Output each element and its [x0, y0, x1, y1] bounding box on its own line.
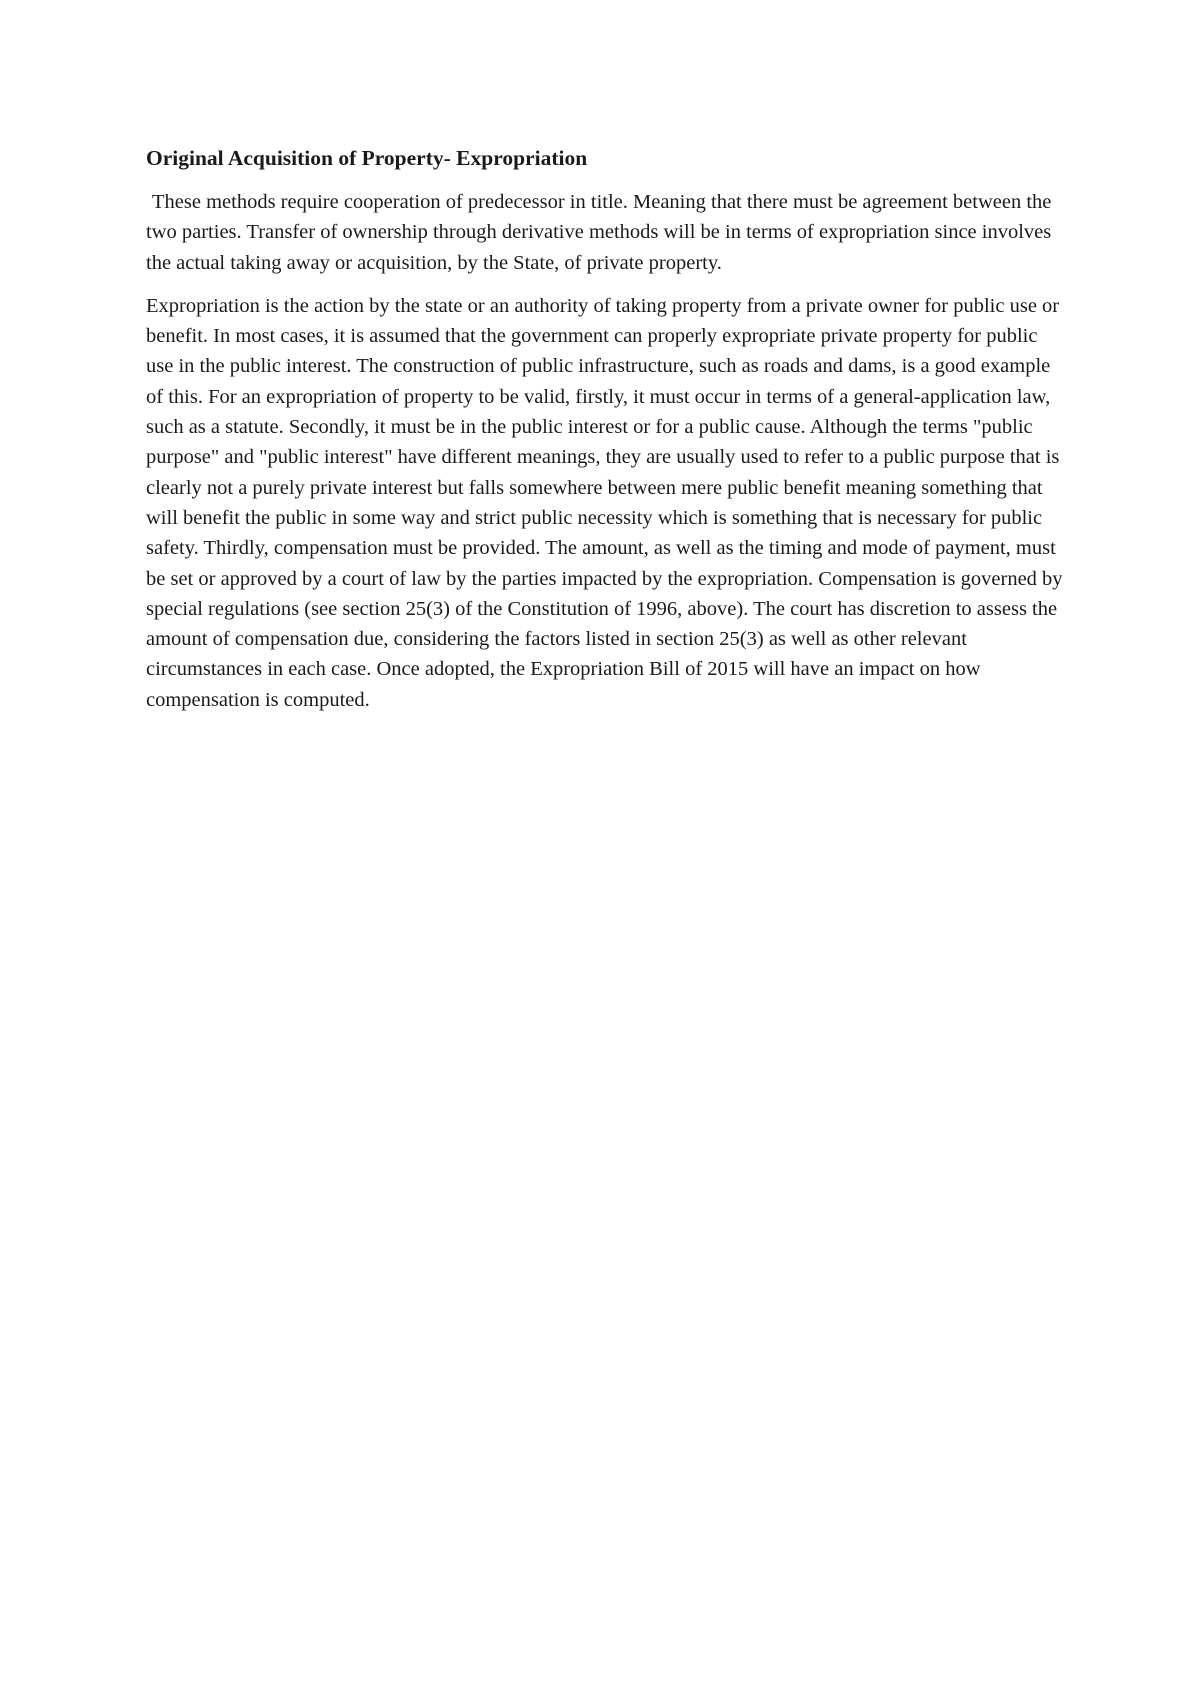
paragraph-intro: These methods require cooperation of predecessor in title. Meaning that there must be agreement between the two parties. Transfer of ownership through derivative methods will be in terms of expropriation since involves the actual taking away or acquisition, by the State, of private property. [146, 191, 1052, 274]
document-body [146, 143, 1066, 728]
paragraph-expropriation: Expropriation is the action by the state or an authority of taking property from a private owner for public use or benefit. In most cases, it is assumed that the government can properly expropriate private property for public use in the public interest. The construction of public infrastructure, such as roads and dams, is a good example of this. For an expropriation of property to be valid, firstly, it must occur in terms of a general-application law, such as a statute. Secondly, it must be in the public interest or for a public cause. Although the terms "public purpose" and "public interest" have different meanings, they are usually used to refer to a public purpose that is clearly not a purely private interest but falls somewhere between mere public benefit meaning something that will benefit the public in some way and strict public necessity which is something that is necessary for public safety. Thirdly, compensation must be provided. The amount, as well as the timing and mode of payment, must be set or approved by a court of law by the parties impacted by the expropriation. Compensation is governed by special regulations (see section 25(3) of the Constitution of 1996, above). The court has discretion to assess the amount of compensation due, considering the factors listed in section 25(3) as well as other relevant circumstances in each case. Once adopted, the Expropriation Bill of 2015 will have an impact on how compensation is computed. [146, 294, 1063, 711]
document-title: Original Acquisition of Property- Expropriation [146, 146, 588, 170]
